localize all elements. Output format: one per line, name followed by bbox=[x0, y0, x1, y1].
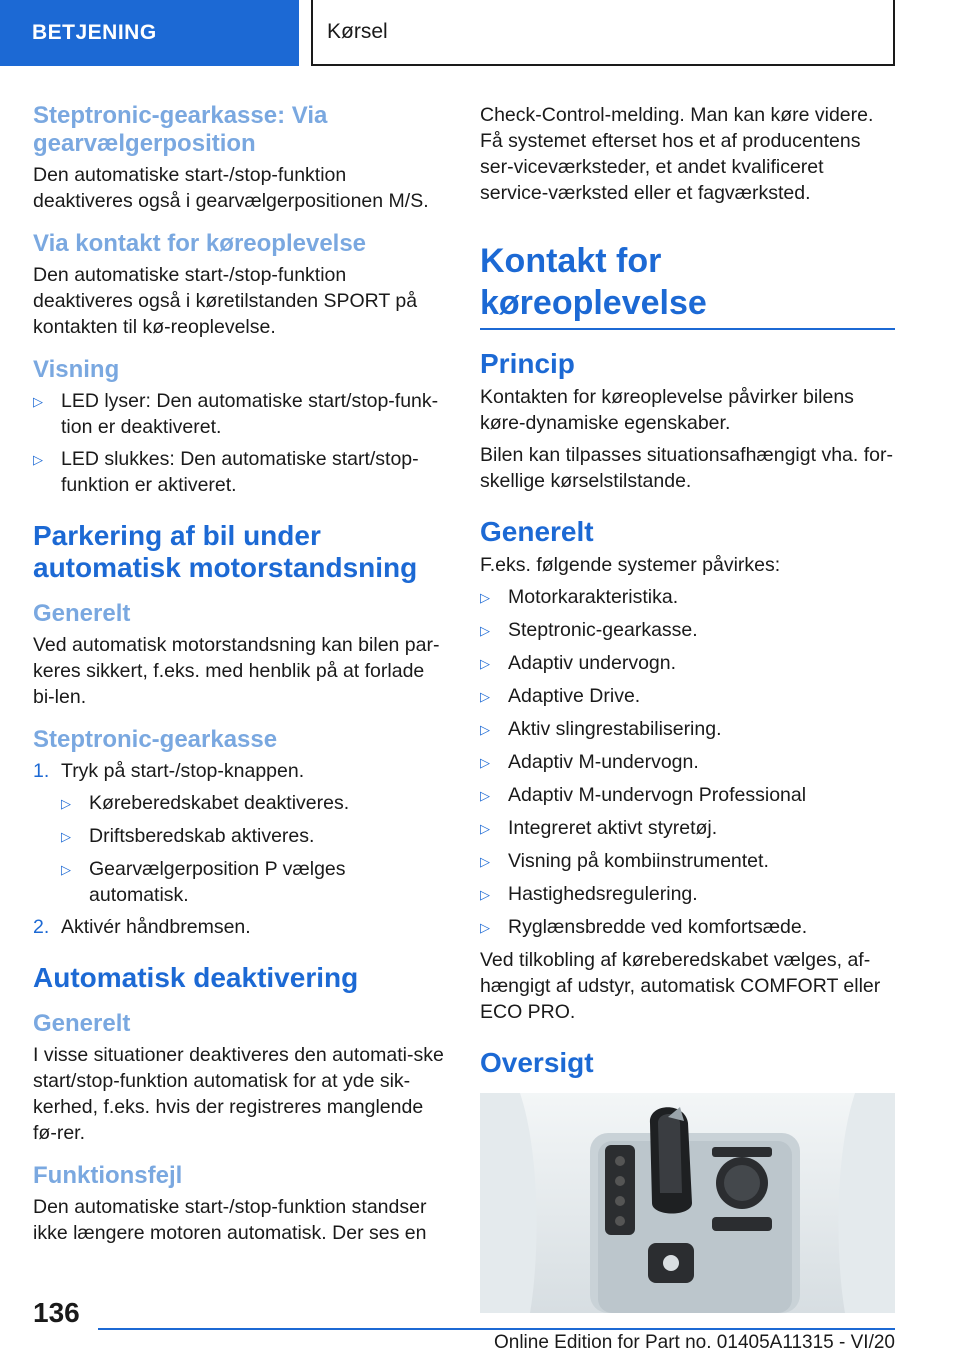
systems-list bbox=[480, 584, 895, 947]
list-item: ▷ Køreberedskabet deaktiveres. bbox=[33, 790, 448, 817]
list-item: ▷ Ryglænsbredde ved komfortsæde. bbox=[480, 914, 895, 941]
edition-note: Online Edition for Part no. 01405A11315 - VI/20 bbox=[493, 1332, 895, 1353]
heading-malfunction: Funktionsfejl bbox=[33, 1162, 183, 1189]
triangle-bullet-icon: ▷ bbox=[480, 689, 490, 704]
footer-divider bbox=[98, 1328, 895, 1330]
list-item: ▷ Integreret aktivt styretøj. bbox=[480, 815, 895, 842]
triangle-bullet-icon: ▷ bbox=[33, 394, 43, 409]
step-item: 2. Aktivér håndbremsen. bbox=[33, 916, 251, 938]
page-number: 136 bbox=[33, 1297, 80, 1328]
section-tab: BETJENING bbox=[0, 0, 299, 66]
triangle-bullet-icon: ▷ bbox=[480, 920, 490, 935]
heading-parking: Parkering af bil under automatisk motorstandsning bbox=[33, 520, 418, 583]
heading-drive-switch: Via kontakt for køreoplevelse bbox=[33, 230, 367, 257]
paragraph: Ved tilkobling af køreberedskabet vælges, af-hængigt af udstyr, automatisk COMFORT eller ECO PRO. bbox=[480, 949, 881, 1023]
triangle-bullet-icon: ▷ bbox=[480, 755, 490, 770]
paragraph: Den automatiske start-/stop-funktion deaktiveres også i gearvælgerpositionen M/S. bbox=[33, 164, 429, 212]
heading-display: Visning bbox=[33, 356, 120, 383]
triangle-bullet-icon: ▷ bbox=[61, 796, 71, 811]
triangle-bullet-icon: ▷ bbox=[480, 722, 490, 737]
list-item: ▷ Aktiv slingrestabilisering. bbox=[480, 716, 895, 743]
list-item: ▷ Driftsberedskab aktiveres. bbox=[33, 823, 448, 850]
heading-principle: Princip bbox=[480, 348, 575, 379]
list-item: ▷ Steptronic-gearkasse. bbox=[480, 617, 895, 644]
triangle-bullet-icon: ▷ bbox=[480, 590, 490, 605]
paragraph: Ved automatisk motorstandsning kan bilen par-keres sikkert, f.eks. med henblik på at forlade bi-len. bbox=[33, 634, 440, 708]
paragraph: Check-Control-melding. Man kan køre videre. Få systemet efterset hos et af producentens ser-viceværksteder, et andet kvalificeret service-værksted eller et fagværksted. bbox=[480, 104, 874, 204]
heading-auto-deactivation: Automatisk deaktivering bbox=[33, 962, 359, 993]
triangle-bullet-icon: ▷ bbox=[61, 862, 71, 877]
heading-general: Generelt bbox=[33, 600, 131, 627]
list-item: ▷ Adaptive Drive. bbox=[480, 683, 895, 710]
triangle-bullet-icon: ▷ bbox=[480, 788, 490, 803]
list-item: ▷ LED slukkes: Den automatiske start/stop-funktion er aktiveret. bbox=[33, 448, 419, 496]
list-item: ▷ Motorkarakteristika. bbox=[480, 584, 895, 611]
heading-gear-selector: Steptronic-gearkasse: Via gearvælgerposition bbox=[33, 102, 328, 157]
list-item: ▷ Adaptiv M-undervogn. bbox=[480, 749, 895, 776]
triangle-bullet-icon: ▷ bbox=[480, 854, 490, 869]
heading-general: Generelt bbox=[480, 516, 594, 547]
list-item: ▷ Adaptiv undervogn. bbox=[480, 650, 895, 677]
triangle-bullet-icon: ▷ bbox=[480, 821, 490, 836]
paragraph: Den automatiske start-/stop-funktion standser ikke længere motoren automatisk. Der ses en bbox=[33, 1196, 427, 1244]
heading-steptronic: Steptronic-gearkasse bbox=[33, 726, 278, 753]
list-item: ▷ LED lyser: Den automatiske start/stop-funk-tion er deaktiveret. bbox=[33, 390, 439, 438]
console-illustration bbox=[480, 1093, 895, 1313]
paragraph: F.eks. følgende systemer påvirkes: bbox=[480, 554, 781, 576]
heading-overview: Oversigt bbox=[480, 1047, 594, 1078]
paragraph: Kontakten for køreoplevelse påvirker bilens køre-dynamiske egenskaber. bbox=[480, 386, 854, 434]
list-item: ▷ Hastighedsregulering. bbox=[480, 881, 895, 908]
triangle-bullet-icon: ▷ bbox=[480, 656, 490, 671]
paragraph: Den automatiske start-/stop-funktion deaktiveres også i køretilstanden SPORT på kontakten til kø-reoplevelse. bbox=[33, 264, 418, 338]
list-item: ▷ Visning på kombiinstrumentet. bbox=[480, 848, 895, 875]
left-column bbox=[33, 102, 448, 1246]
heading-general: Generelt bbox=[33, 1010, 131, 1037]
triangle-bullet-icon: ▷ bbox=[480, 887, 490, 902]
list-item: ▷ Adaptiv M-undervogn Professional bbox=[480, 782, 895, 809]
list-item: ▷ Gearvælgerposition P vælges automatisk. bbox=[61, 858, 346, 906]
page-title: Kontakt for køreoplevelse bbox=[480, 242, 707, 322]
triangle-bullet-icon: ▷ bbox=[61, 829, 71, 844]
triangle-bullet-icon: ▷ bbox=[33, 452, 43, 467]
paragraph: Bilen kan tilpasses situationsafhængigt vha. for-skellige kørselstilstande. bbox=[480, 444, 893, 492]
right-column bbox=[480, 102, 895, 1313]
paragraph: I visse situationer deaktiveres den automati-ske start/stop-funktion automatisk for at yde sik-kerhed, f.eks. hvis der registreres manglende fø-rer. bbox=[33, 1044, 444, 1144]
step-item: 1. Tryk på start-/stop-knappen. bbox=[33, 760, 305, 782]
chapter-title: Kørsel bbox=[311, 0, 895, 66]
triangle-bullet-icon: ▷ bbox=[480, 623, 490, 638]
center-console-photo bbox=[480, 1093, 895, 1313]
